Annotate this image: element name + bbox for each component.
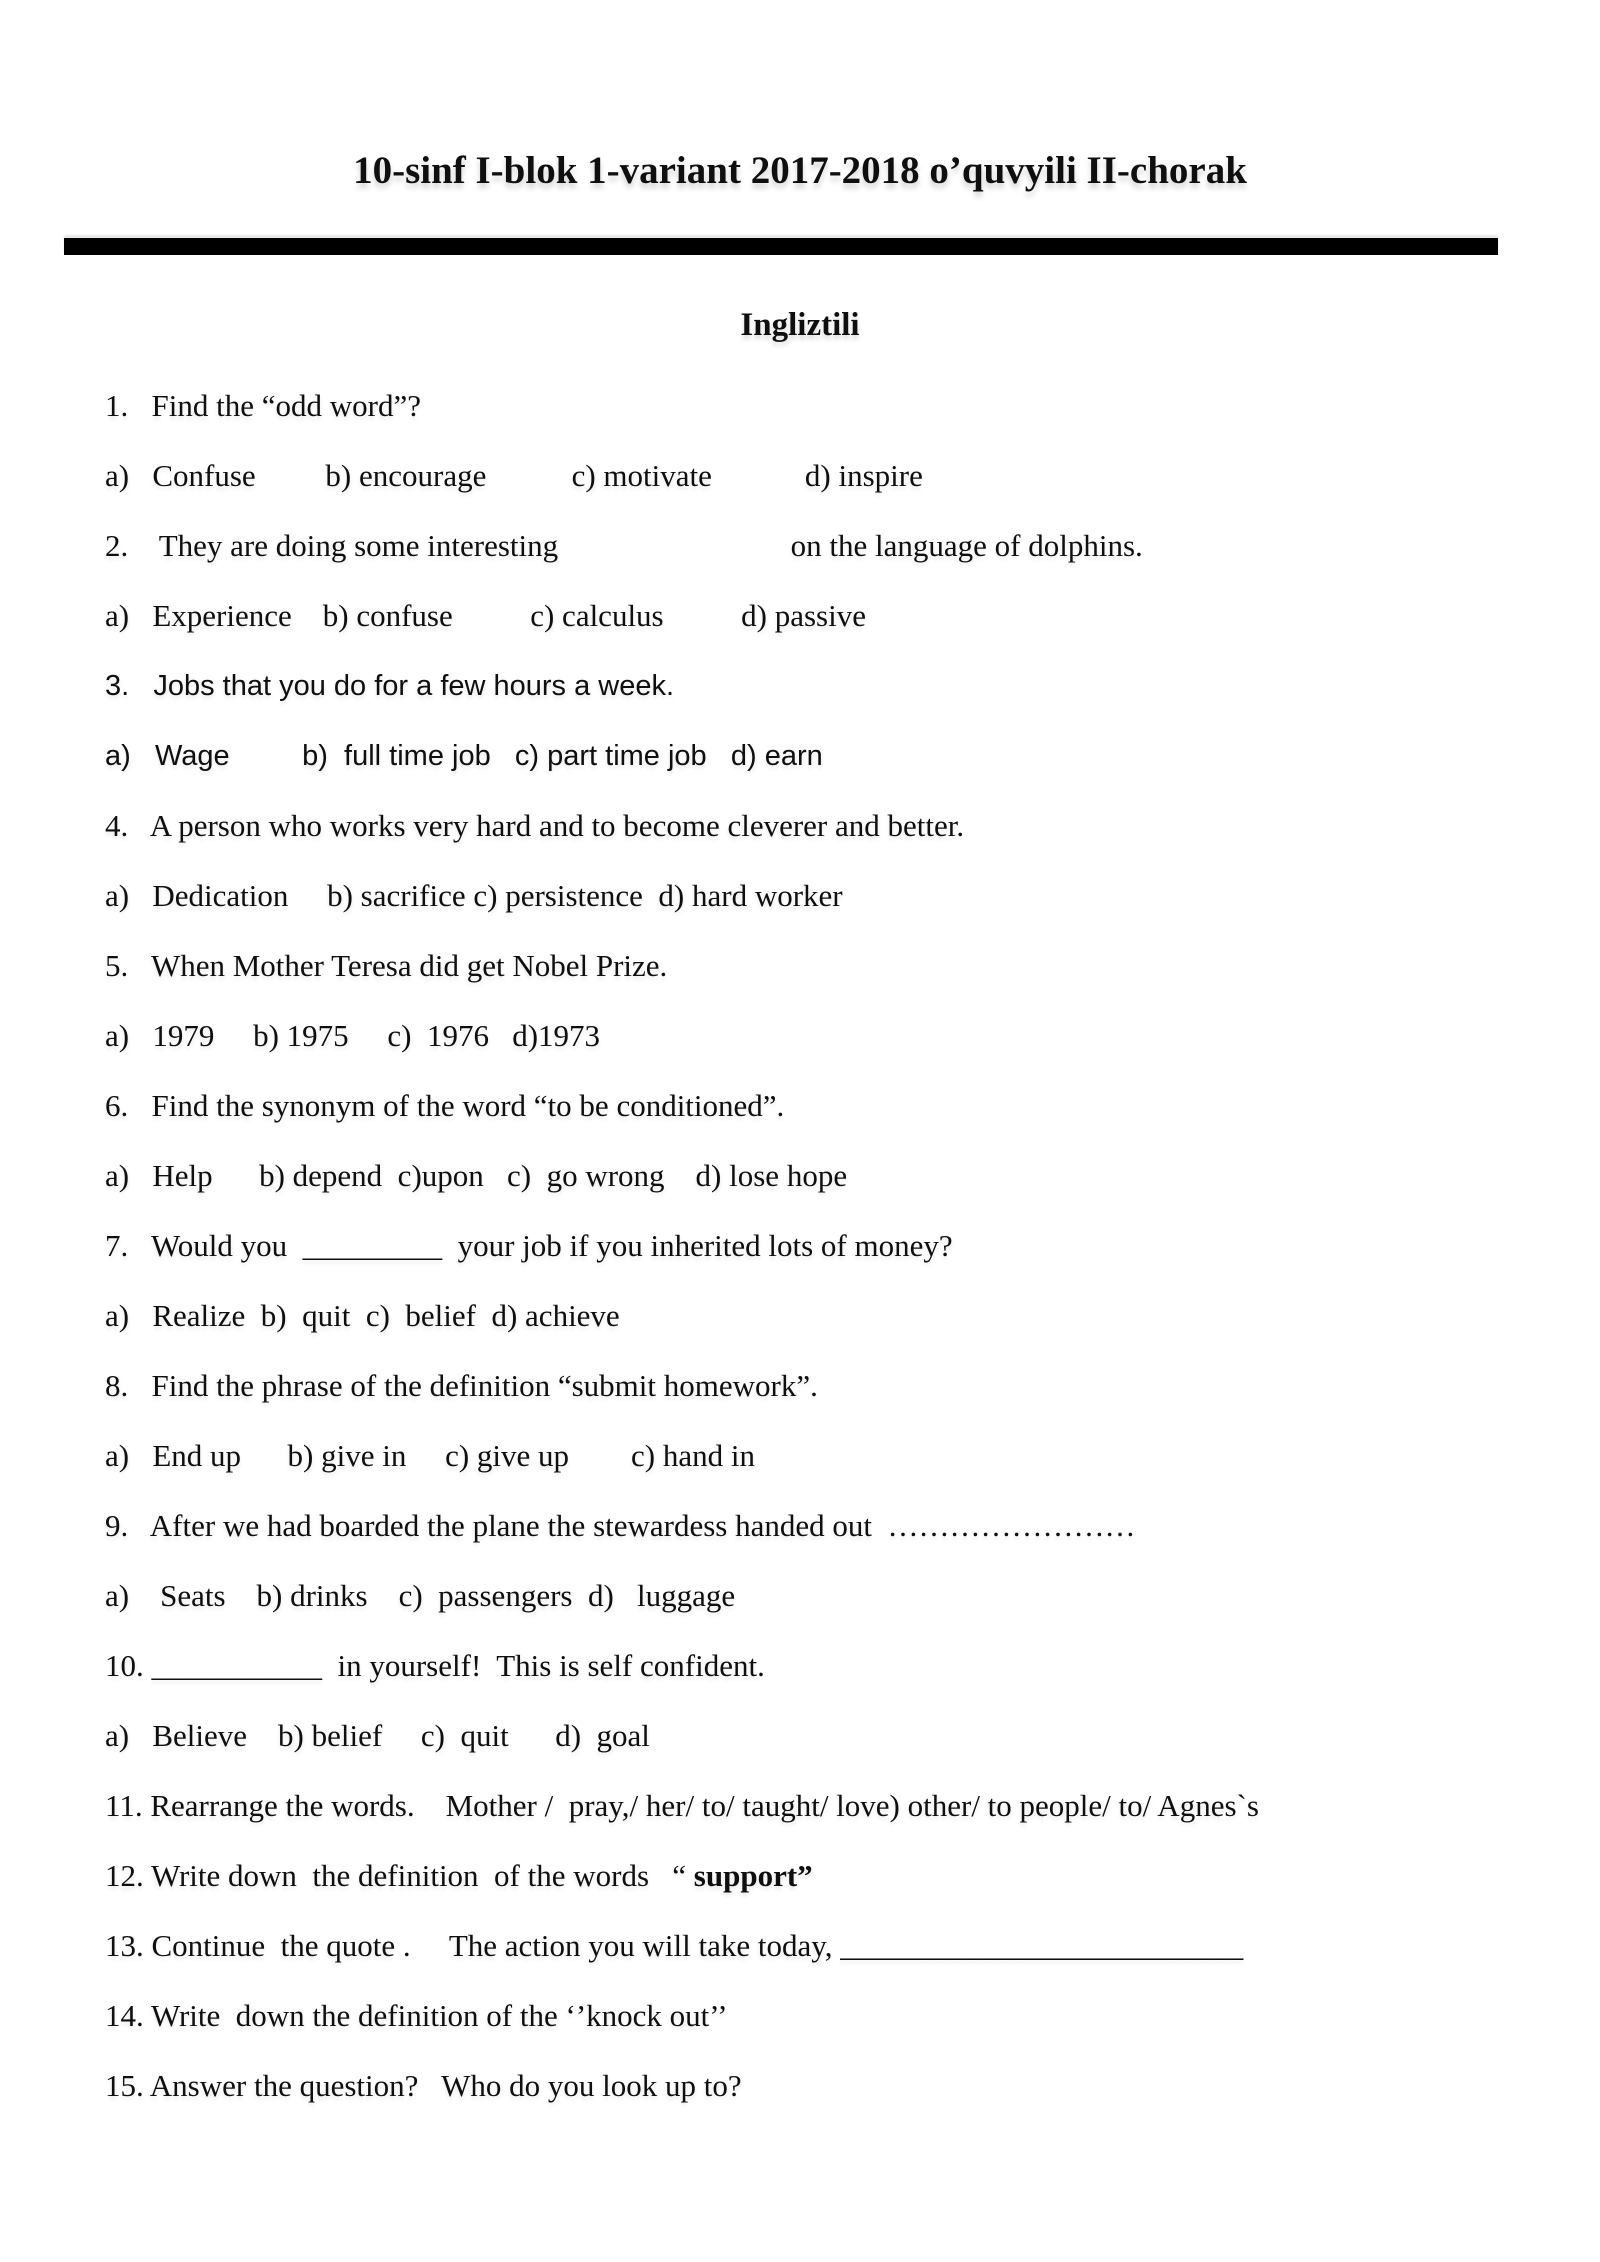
question-12-prompt-bold-term: support”: [693, 1858, 813, 1893]
question-6-options-text: a) Help b) depend c)upon c) go wrong d) lose hope: [105, 1158, 848, 1193]
question-1-prompt: [105, 371, 1540, 441]
question-3-prompt-text: 3. Jobs that you do for a few hours a week.: [105, 670, 675, 702]
question-4-options-text: a) Dedication b) sacrifice c) persistence d) hard worker: [105, 878, 843, 913]
question-8-prompt: [105, 1351, 1540, 1421]
question-5-prompt: [105, 931, 1540, 1001]
question-9-options-text: a) Seats b) drinks c) passengers d) luggage: [105, 1578, 736, 1613]
question-13-prompt-text: 13. Continue the quote . The action you will take today, __________________________: [105, 1928, 1244, 1963]
question-15-prompt: [105, 2051, 1540, 2121]
question-3-options: [105, 721, 1540, 791]
question-1-prompt-text: 1. Find the “odd word”?: [105, 388, 421, 423]
question-7-prompt-text: 7. Would you _________ your job if you inherited lots of money?: [105, 1228, 953, 1263]
question-1-options: [105, 441, 1540, 511]
question-7-options: [105, 1281, 1540, 1351]
question-8-options-text: a) End up b) give in c) give up c) hand in: [105, 1438, 755, 1473]
question-8-prompt-text: 8. Find the phrase of the definition “submit homework”.: [105, 1368, 818, 1403]
question-14-prompt-text: 14. Write down the definition of the ‘’knock out’’: [105, 1998, 728, 2033]
question-10-options: [105, 1701, 1540, 1771]
question-5-options-text: a) 1979 b) 1975 c) 1976 d)1973: [105, 1018, 601, 1053]
question-7-prompt: [105, 1211, 1540, 1281]
question-13-prompt: [105, 1911, 1540, 1981]
question-2-options: [105, 581, 1540, 651]
question-15-prompt-text: 15. Answer the question? Who do you look up to?: [105, 2068, 742, 2103]
question-14-prompt: [105, 1981, 1540, 2051]
question-2-options-text: a) Experience b) confuse c) calculus d) passive: [105, 598, 866, 633]
question-10-prompt: [105, 1631, 1540, 1701]
question-9-options: [105, 1561, 1540, 1631]
question-4-options: [105, 861, 1540, 931]
question-1-options-text: a) Confuse b) encourage c) motivate d) inspire: [105, 458, 923, 493]
question-5-options: [105, 1001, 1540, 1071]
question-6-prompt: [105, 1071, 1540, 1141]
subject-heading: Ingliztili: [740, 307, 860, 343]
question-12-prompt-text: 12. Write down the definition of the words “: [105, 1858, 694, 1893]
question-11-prompt: [105, 1771, 1540, 1841]
question-11-prompt-text: 11. Rearrange the words. Mother / pray,/ her/ to/ taught/ love) other/ to people/ to/ Agnes`s: [105, 1788, 1259, 1823]
document-title: 10-sinf I-blok 1-variant 2017-2018 o’quvyili II-chorak: [353, 149, 1247, 192]
question-5-prompt-text: 5. When Mother Teresa did get Nobel Prize.: [105, 948, 668, 983]
question-8-options: [105, 1421, 1540, 1491]
question-10-prompt-text: 10. ___________ in yourself! This is self confident.: [105, 1648, 765, 1683]
question-6-prompt-text: 6. Find the synonym of the word “to be conditioned”.: [105, 1088, 785, 1123]
question-3-options-text: a) Wage b) full time job c) part time job d) earn: [105, 740, 823, 772]
question-7-options-text: a) Realize b) quit c) belief d) achieve: [105, 1298, 620, 1333]
question-9-prompt-text: 9. After we had boarded the plane the stewardess handed out ……………………: [105, 1508, 1136, 1543]
questions: [0, 371, 1600, 2121]
title-divider: [64, 238, 1498, 255]
question-9-prompt: [105, 1491, 1540, 1561]
question-4-prompt: [105, 791, 1540, 861]
question-6-options: [105, 1141, 1540, 1211]
question-2-prompt: [105, 511, 1540, 581]
question-10-options-text: a) Believe b) belief c) quit d) goal: [105, 1718, 650, 1753]
question-4-prompt-text: 4. A person who works very hard and to become cleverer and better.: [105, 808, 965, 843]
question-3-prompt: [105, 651, 1540, 721]
question-2-prompt-text: 2. They are doing some interesting on the language of dolphins.: [105, 528, 1143, 563]
question-12-prompt: [105, 1841, 1540, 1911]
